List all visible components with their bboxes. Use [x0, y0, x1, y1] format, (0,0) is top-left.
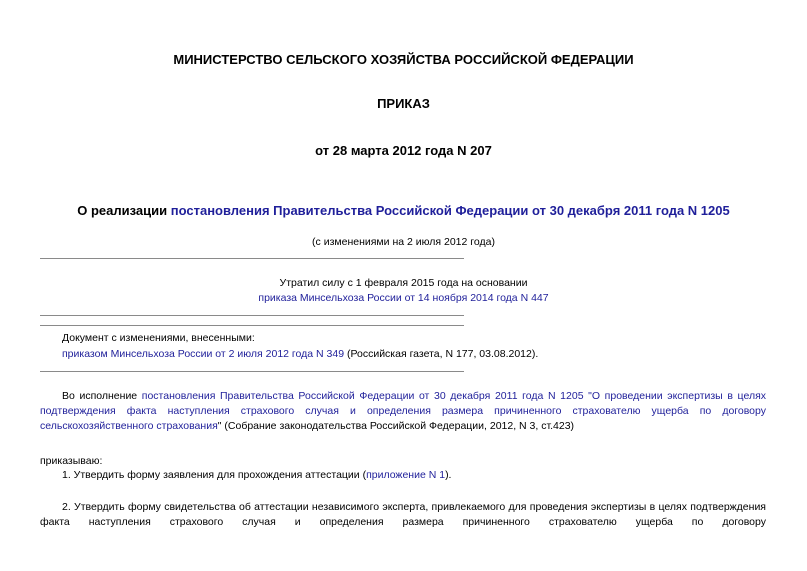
document-title: [0, 203, 807, 218]
preamble-prefix: Во исполнение: [62, 390, 142, 402]
changes-order-link[interactable]: приказом Минсельхоза России от 2 июля 2012 года N 349: [62, 348, 345, 360]
expired-order-link[interactable]: приказа Минсельхоза России от 14 ноября 2014 года N 447: [258, 292, 549, 304]
amendments-note: (с изменениями на 2 июля 2012 года): [312, 236, 495, 248]
document-type-heading: ПРИКАЗ: [377, 96, 430, 111]
document-date-number: от 28 марта 2012 года N 207: [315, 143, 492, 158]
changes-source: (Российская газета, N 177, 03.08.2012).: [344, 348, 539, 360]
preamble-decree-link[interactable]: постановления Правительства Российской Федерации от 30 декабря 2011 года N 1205 "О проведении экспертизы в целях подтверждения факта наступления страхового случая и определения размера причиненного страхователю ущерба по договору сельскохозяйственного страхования: [40, 390, 767, 432]
divider: [40, 371, 464, 372]
item1-suffix: ).: [445, 469, 452, 481]
item1-prefix: 1. Утвердить форму заявления для прохождения аттестации (: [62, 469, 367, 481]
changes-intro: Документ с изменениями, внесенными:: [62, 332, 255, 344]
divider: [40, 258, 464, 259]
expired-notice: Утратил силу с 1 февраля 2015 года на основании: [279, 277, 528, 289]
expired-order-line: [0, 292, 807, 304]
divider: [40, 325, 464, 326]
ministry-heading: МИНИСТЕРСТВО СЕЛЬСКОГО ХОЗЯЙСТВА РОССИЙСКОЙ ФЕДЕРАЦИИ: [173, 52, 634, 67]
order-word: приказываю:: [40, 455, 103, 467]
preamble-suffix: " (Собрание законодательства Российской Федерации, 2012, N 3, ст.423): [217, 420, 575, 432]
divider: [40, 315, 464, 316]
changes-line: [62, 348, 538, 360]
paragraph-preamble: [40, 389, 766, 434]
title-decree-link[interactable]: постановления Правительства Российской Федерации от 30 декабря 2011 года N 1205: [170, 203, 730, 218]
appendix-1-link[interactable]: приложение N 1: [366, 469, 446, 481]
order-item-2: 2. Утвердить форму свидетельства об аттестации независимого эксперта, привлекаемого для проведения экспертизы в целях подтверждения факта наступления страхового случая и определения размера причиненного страхователю ущерба по договору: [40, 501, 766, 528]
order-item-1: [62, 469, 451, 481]
title-prefix: О реализации: [77, 203, 171, 218]
